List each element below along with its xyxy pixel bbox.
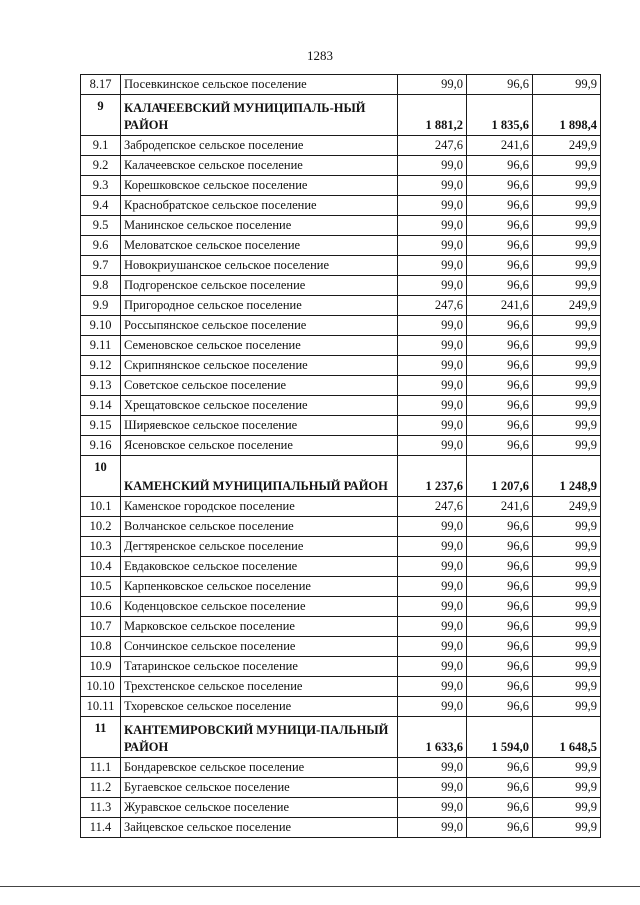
row-value-2: 96,6 bbox=[467, 416, 533, 436]
row-number: 11 bbox=[81, 717, 121, 758]
row-number: 10.3 bbox=[81, 537, 121, 557]
row-value-3: 99,9 bbox=[533, 376, 601, 396]
row-value-2: 96,6 bbox=[467, 316, 533, 336]
row-value-2: 96,6 bbox=[467, 216, 533, 236]
row-value-3: 99,9 bbox=[533, 778, 601, 798]
row-number: 9.8 bbox=[81, 276, 121, 296]
settlement-row bbox=[81, 236, 601, 256]
row-value-2: 96,6 bbox=[467, 156, 533, 176]
row-value-1: 99,0 bbox=[398, 356, 467, 376]
row-number: 10.10 bbox=[81, 677, 121, 697]
row-value-3: 99,9 bbox=[533, 196, 601, 216]
row-value-2: 1 594,0 bbox=[467, 717, 533, 758]
row-value-3: 99,9 bbox=[533, 758, 601, 778]
row-name: Корешковское сельское поселение bbox=[121, 176, 398, 196]
row-value-3: 99,9 bbox=[533, 236, 601, 256]
row-number: 9.13 bbox=[81, 376, 121, 396]
row-value-1: 99,0 bbox=[398, 156, 467, 176]
settlement-row bbox=[81, 497, 601, 517]
row-number: 10 bbox=[81, 456, 121, 497]
row-value-1: 99,0 bbox=[398, 376, 467, 396]
row-value-1: 99,0 bbox=[398, 818, 467, 838]
settlement-row bbox=[81, 697, 601, 717]
row-value-3: 99,9 bbox=[533, 517, 601, 537]
row-number: 9 bbox=[81, 95, 121, 136]
district-row bbox=[81, 717, 601, 758]
row-value-2: 96,6 bbox=[467, 657, 533, 677]
row-name: Евдаковское сельское поселение bbox=[121, 557, 398, 577]
row-name: Пригородное сельское поселение bbox=[121, 296, 398, 316]
row-name: Трехстенское сельское поселение bbox=[121, 677, 398, 697]
row-value-1: 99,0 bbox=[398, 557, 467, 577]
row-value-2: 96,6 bbox=[467, 396, 533, 416]
row-value-2: 96,6 bbox=[467, 557, 533, 577]
row-value-2: 96,6 bbox=[467, 376, 533, 396]
settlement-row bbox=[81, 677, 601, 697]
settlement-row bbox=[81, 216, 601, 236]
row-value-2: 96,6 bbox=[467, 176, 533, 196]
row-number: 9.5 bbox=[81, 216, 121, 236]
settlement-row bbox=[81, 396, 601, 416]
row-value-1: 247,6 bbox=[398, 296, 467, 316]
row-value-1: 99,0 bbox=[398, 617, 467, 637]
row-value-2: 96,6 bbox=[467, 677, 533, 697]
settlement-row bbox=[81, 537, 601, 557]
district-row bbox=[81, 456, 601, 497]
row-value-1: 99,0 bbox=[398, 436, 467, 456]
row-value-2: 96,6 bbox=[467, 436, 533, 456]
row-value-2: 96,6 bbox=[467, 798, 533, 818]
row-value-1: 99,0 bbox=[398, 758, 467, 778]
row-value-1: 99,0 bbox=[398, 276, 467, 296]
row-name: Коденцовское сельское поселение bbox=[121, 597, 398, 617]
row-value-2: 96,6 bbox=[467, 597, 533, 617]
row-name: Ширяевское сельское поселение bbox=[121, 416, 398, 436]
row-value-3: 99,9 bbox=[533, 637, 601, 657]
row-value-1: 99,0 bbox=[398, 677, 467, 697]
row-name: Калачеевское сельское поселение bbox=[121, 156, 398, 176]
row-name: Тхоревское сельское поселение bbox=[121, 697, 398, 717]
row-value-1: 99,0 bbox=[398, 316, 467, 336]
row-value-1: 99,0 bbox=[398, 236, 467, 256]
row-name: Зайцевское сельское поселение bbox=[121, 818, 398, 838]
row-value-2: 96,6 bbox=[467, 356, 533, 376]
row-name: Карпенковское сельское поселение bbox=[121, 577, 398, 597]
row-value-2: 96,6 bbox=[467, 276, 533, 296]
row-number: 9.12 bbox=[81, 356, 121, 376]
row-name: КАМЕНСКИЙ МУНИЦИПАЛЬНЫЙ РАЙОН bbox=[121, 456, 398, 497]
row-value-1: 99,0 bbox=[398, 697, 467, 717]
row-value-3: 99,9 bbox=[533, 176, 601, 196]
row-number: 9.14 bbox=[81, 396, 121, 416]
settlement-row bbox=[81, 356, 601, 376]
row-value-1: 247,6 bbox=[398, 497, 467, 517]
settlement-row bbox=[81, 778, 601, 798]
row-value-3: 99,9 bbox=[533, 316, 601, 336]
row-value-3: 99,9 bbox=[533, 436, 601, 456]
row-value-2: 96,6 bbox=[467, 517, 533, 537]
row-value-2: 241,6 bbox=[467, 497, 533, 517]
settlement-row bbox=[81, 657, 601, 677]
row-name: Скрипнянское сельское поселение bbox=[121, 356, 398, 376]
row-value-3: 99,9 bbox=[533, 818, 601, 838]
row-number: 9.7 bbox=[81, 256, 121, 276]
row-value-1: 99,0 bbox=[398, 75, 467, 95]
settlement-row bbox=[81, 276, 601, 296]
settlement-row bbox=[81, 136, 601, 156]
settlement-row bbox=[81, 336, 601, 356]
settlement-row bbox=[81, 758, 601, 778]
row-value-2: 96,6 bbox=[467, 256, 533, 276]
row-name: Бугаевское сельское поселение bbox=[121, 778, 398, 798]
row-name: Россыпянское сельское поселение bbox=[121, 316, 398, 336]
row-value-3: 99,9 bbox=[533, 798, 601, 818]
settlement-row bbox=[81, 617, 601, 637]
row-number: 10.2 bbox=[81, 517, 121, 537]
row-name: Татаринское сельское поселение bbox=[121, 657, 398, 677]
row-value-1: 99,0 bbox=[398, 416, 467, 436]
row-value-2: 241,6 bbox=[467, 296, 533, 316]
row-name: Подгоренское сельское поселение bbox=[121, 276, 398, 296]
row-number: 11.1 bbox=[81, 758, 121, 778]
row-value-3: 99,9 bbox=[533, 537, 601, 557]
settlement-row bbox=[81, 176, 601, 196]
row-value-1: 99,0 bbox=[398, 657, 467, 677]
row-name: Новокриушанское сельское поселение bbox=[121, 256, 398, 276]
row-value-3: 99,9 bbox=[533, 75, 601, 95]
row-name: КАНТЕМИРОВСКИЙ МУНИЦИ-ПАЛЬНЫЙ РАЙОН bbox=[121, 717, 398, 758]
row-number: 9.3 bbox=[81, 176, 121, 196]
row-name: Марковское сельское поселение bbox=[121, 617, 398, 637]
row-value-3: 99,9 bbox=[533, 697, 601, 717]
row-number: 9.11 bbox=[81, 336, 121, 356]
row-value-1: 247,6 bbox=[398, 136, 467, 156]
row-value-2: 96,6 bbox=[467, 778, 533, 798]
row-name: Советское сельское поселение bbox=[121, 376, 398, 396]
row-value-2: 96,6 bbox=[467, 617, 533, 637]
settlement-row bbox=[81, 597, 601, 617]
row-name: Меловатское сельское поселение bbox=[121, 236, 398, 256]
settlement-row bbox=[81, 296, 601, 316]
budget-allocation-table bbox=[80, 74, 601, 838]
table-body bbox=[81, 75, 601, 838]
row-name: Ясеновское сельское поселение bbox=[121, 436, 398, 456]
row-value-3: 99,9 bbox=[533, 216, 601, 236]
settlement-row bbox=[81, 517, 601, 537]
row-value-1: 99,0 bbox=[398, 577, 467, 597]
row-value-3: 249,9 bbox=[533, 497, 601, 517]
settlement-row bbox=[81, 798, 601, 818]
row-value-2: 96,6 bbox=[467, 758, 533, 778]
row-value-3: 99,9 bbox=[533, 356, 601, 376]
row-value-2: 1 207,6 bbox=[467, 456, 533, 497]
row-value-1: 99,0 bbox=[398, 256, 467, 276]
row-value-3: 99,9 bbox=[533, 156, 601, 176]
page-bottom-rule bbox=[0, 886, 640, 887]
row-value-1: 99,0 bbox=[398, 798, 467, 818]
row-value-3: 99,9 bbox=[533, 657, 601, 677]
row-name: Забродепское сельское поселение bbox=[121, 136, 398, 156]
row-number: 10.8 bbox=[81, 637, 121, 657]
row-value-3: 1 648,5 bbox=[533, 717, 601, 758]
row-value-3: 99,9 bbox=[533, 577, 601, 597]
row-value-3: 99,9 bbox=[533, 677, 601, 697]
row-value-3: 99,9 bbox=[533, 557, 601, 577]
page-number: 1283 bbox=[307, 48, 333, 63]
row-number: 11.2 bbox=[81, 778, 121, 798]
row-name: Волчанское сельское поселение bbox=[121, 517, 398, 537]
row-name: Манинское сельское поселение bbox=[121, 216, 398, 236]
row-value-3: 1 248,9 bbox=[533, 456, 601, 497]
row-number: 9.16 bbox=[81, 436, 121, 456]
row-value-2: 241,6 bbox=[467, 136, 533, 156]
settlement-row bbox=[81, 577, 601, 597]
row-value-1: 1 633,6 bbox=[398, 717, 467, 758]
district-row bbox=[81, 95, 601, 136]
row-name: Сончинское сельское поселение bbox=[121, 637, 398, 657]
row-name: Журавское сельское поселение bbox=[121, 798, 398, 818]
settlement-row bbox=[81, 75, 601, 95]
row-value-2: 96,6 bbox=[467, 75, 533, 95]
row-number: 10.1 bbox=[81, 497, 121, 517]
row-name: Посевкинское сельское поселение bbox=[121, 75, 398, 95]
row-number: 10.9 bbox=[81, 657, 121, 677]
row-number: 9.15 bbox=[81, 416, 121, 436]
row-number: 10.5 bbox=[81, 577, 121, 597]
row-number: 11.3 bbox=[81, 798, 121, 818]
row-value-1: 99,0 bbox=[398, 176, 467, 196]
settlement-row bbox=[81, 818, 601, 838]
row-number: 9.1 bbox=[81, 136, 121, 156]
row-value-1: 99,0 bbox=[398, 517, 467, 537]
row-value-3: 249,9 bbox=[533, 136, 601, 156]
settlement-row bbox=[81, 557, 601, 577]
row-value-1: 99,0 bbox=[398, 216, 467, 236]
row-name: Краснобратское сельское поселение bbox=[121, 196, 398, 216]
row-value-2: 96,6 bbox=[467, 236, 533, 256]
row-value-3: 249,9 bbox=[533, 296, 601, 316]
row-name: Каменское городское поселение bbox=[121, 497, 398, 517]
row-value-1: 99,0 bbox=[398, 597, 467, 617]
row-value-1: 99,0 bbox=[398, 778, 467, 798]
settlement-row bbox=[81, 376, 601, 396]
row-number: 11.4 bbox=[81, 818, 121, 838]
row-name: Бондаревское сельское поселение bbox=[121, 758, 398, 778]
settlement-row bbox=[81, 196, 601, 216]
row-name: Дегтяренское сельское поселение bbox=[121, 537, 398, 557]
row-value-3: 99,9 bbox=[533, 617, 601, 637]
row-number: 9.9 bbox=[81, 296, 121, 316]
row-value-3: 99,9 bbox=[533, 276, 601, 296]
row-value-1: 99,0 bbox=[398, 537, 467, 557]
row-number: 9.10 bbox=[81, 316, 121, 336]
settlement-row bbox=[81, 316, 601, 336]
row-value-1: 99,0 bbox=[398, 396, 467, 416]
row-name: КАЛАЧЕЕВСКИЙ МУНИЦИПАЛЬ-НЫЙ РАЙОН bbox=[121, 95, 398, 136]
row-value-2: 96,6 bbox=[467, 577, 533, 597]
row-value-3: 99,9 bbox=[533, 256, 601, 276]
row-value-2: 96,6 bbox=[467, 537, 533, 557]
row-number: 9.4 bbox=[81, 196, 121, 216]
settlement-row bbox=[81, 416, 601, 436]
row-number: 10.6 bbox=[81, 597, 121, 617]
row-value-2: 96,6 bbox=[467, 697, 533, 717]
row-number: 9.2 bbox=[81, 156, 121, 176]
row-value-2: 96,6 bbox=[467, 196, 533, 216]
row-value-3: 99,9 bbox=[533, 336, 601, 356]
row-value-2: 96,6 bbox=[467, 818, 533, 838]
row-value-1: 1 881,2 bbox=[398, 95, 467, 136]
row-name: Хрещатовское сельское поселение bbox=[121, 396, 398, 416]
row-number: 10.11 bbox=[81, 697, 121, 717]
settlement-row bbox=[81, 156, 601, 176]
row-value-1: 1 237,6 bbox=[398, 456, 467, 497]
row-number: 9.6 bbox=[81, 236, 121, 256]
row-value-1: 99,0 bbox=[398, 336, 467, 356]
row-value-3: 99,9 bbox=[533, 396, 601, 416]
row-value-1: 99,0 bbox=[398, 637, 467, 657]
row-number: 10.4 bbox=[81, 557, 121, 577]
row-value-3: 99,9 bbox=[533, 416, 601, 436]
row-value-2: 1 835,6 bbox=[467, 95, 533, 136]
row-value-3: 99,9 bbox=[533, 597, 601, 617]
row-value-1: 99,0 bbox=[398, 196, 467, 216]
row-number: 8.17 bbox=[81, 75, 121, 95]
settlement-row bbox=[81, 637, 601, 657]
settlement-row bbox=[81, 256, 601, 276]
row-value-3: 1 898,4 bbox=[533, 95, 601, 136]
row-value-2: 96,6 bbox=[467, 637, 533, 657]
settlement-row bbox=[81, 436, 601, 456]
row-name: Семеновское сельское поселение bbox=[121, 336, 398, 356]
row-number: 10.7 bbox=[81, 617, 121, 637]
row-value-2: 96,6 bbox=[467, 336, 533, 356]
